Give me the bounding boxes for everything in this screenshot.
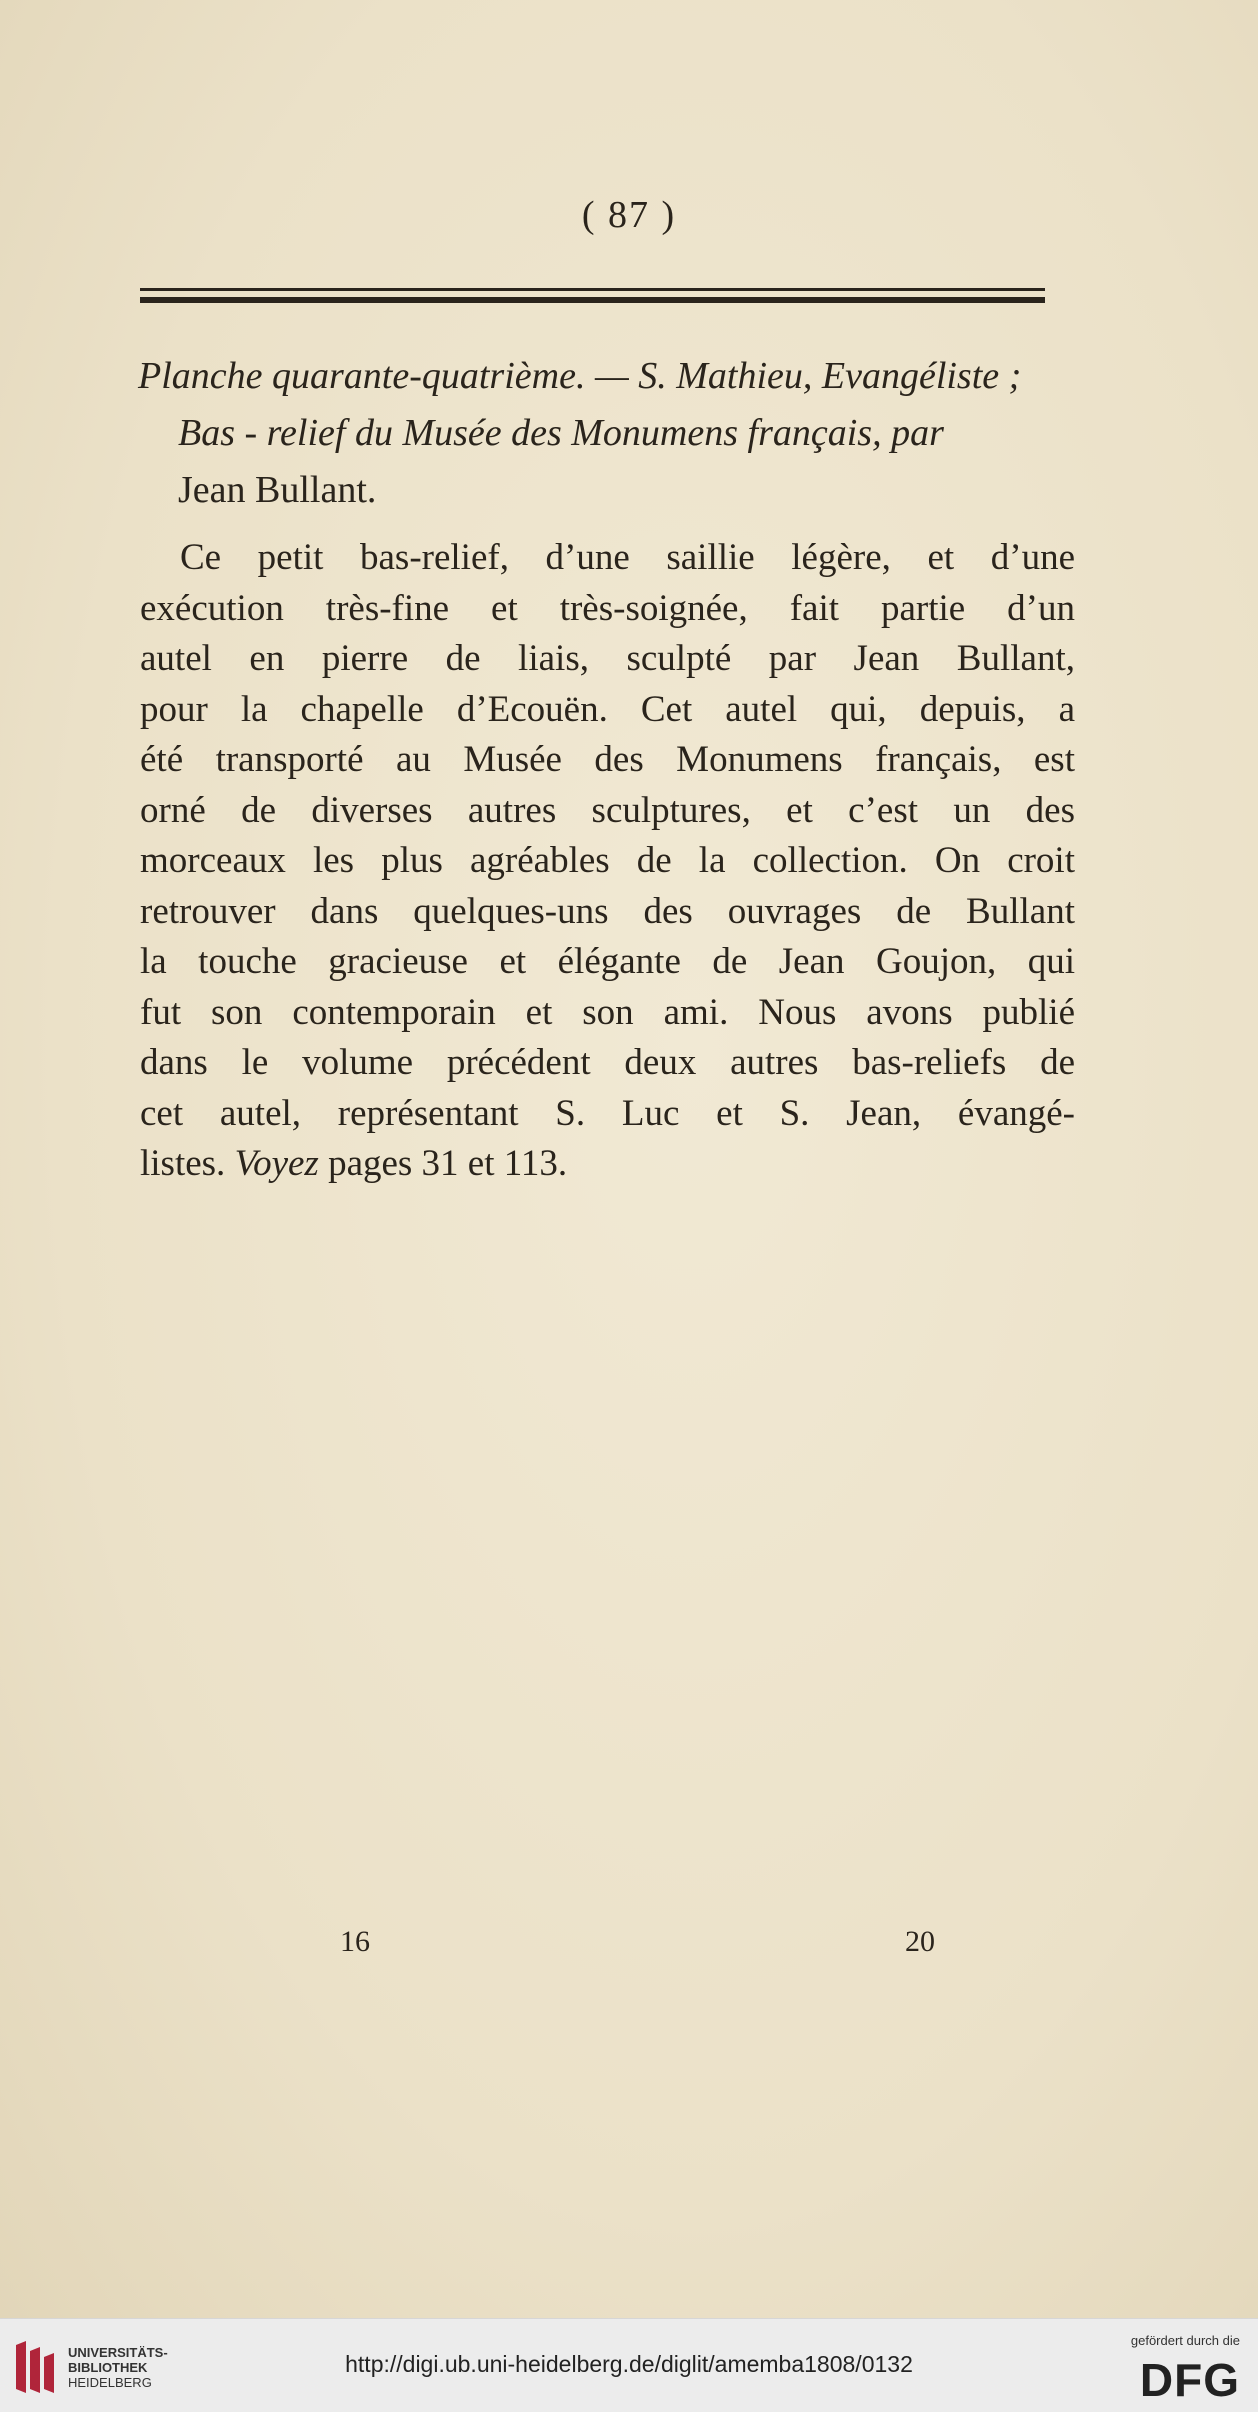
heading-line-3: Jean Bullant.: [178, 469, 377, 511]
plate-heading: [138, 348, 1088, 519]
funded-by-label: gefördert durch die: [1130, 2333, 1240, 2348]
header-rule-thick: [140, 297, 1045, 303]
body-line: été transporté au Musée des Monumens français, est: [140, 739, 1075, 780]
heading-line-1: Planche quarante-quatrième. — S. Mathieu, Evangéliste ;: [138, 355, 1022, 397]
body-line: retrouver dans quelques-uns des ouvrages de Bullant: [140, 890, 1075, 932]
body-line: Ce petit bas-relief, d’une saillie légère, et d’une: [180, 537, 1075, 578]
page-number: ( 87 ): [581, 194, 677, 236]
last-line-start: listes.: [140, 1143, 235, 1184]
body-line: dans le volume précédent deux autres bas-reliefs de: [140, 1042, 1075, 1083]
last-line-italic: Voyez: [234, 1143, 319, 1184]
header-rule-thin: [140, 288, 1045, 291]
signature-mark-left: 16: [340, 1925, 370, 1958]
body-last-line: [140, 1139, 1075, 1190]
body-line: cet autel, représentant S. Luc et S. Jean, évangé-: [140, 1092, 1075, 1134]
body-line: la touche gracieuse et élégante de Jean Goujon, qui: [140, 941, 1075, 982]
library-line-2: BIBLIOTHEK: [68, 2360, 148, 2375]
body-line: morceaux les plus agréables de la collection. On croit: [140, 840, 1075, 881]
body-paragraph: [140, 533, 1075, 1190]
library-line-3: HEIDELBERG: [68, 2375, 152, 2390]
library-line-1: UNIVERSITÄTS-: [68, 2345, 168, 2360]
viewer-footer: [0, 2318, 1258, 2412]
body-line: pour la chapelle d’Ecouën. Cet autel qui, depuis, a: [140, 688, 1075, 730]
body-line: orné de diverses autres sculptures, et c’est un des: [140, 789, 1075, 831]
signature-mark-right: 20: [905, 1925, 935, 1958]
permalink-url[interactable]: http://digi.ub.uni-heidelberg.de/diglit/amemba1808/0132: [345, 2351, 913, 2377]
body-line: fut son contemporain et son ami. Nous avons publié: [140, 991, 1075, 1033]
body-line: exécution très-fine et très-soignée, fait partie d’un: [140, 587, 1075, 629]
last-line-end: pages 31 et 113.: [318, 1143, 568, 1184]
heading-line-2: Bas - relief du Musée des Monumens français, par: [178, 412, 944, 454]
dfg-logo[interactable]: DFG: [1139, 2354, 1240, 2406]
body-line: autel en pierre de liais, sculpté par Jean Bullant,: [140, 638, 1075, 679]
